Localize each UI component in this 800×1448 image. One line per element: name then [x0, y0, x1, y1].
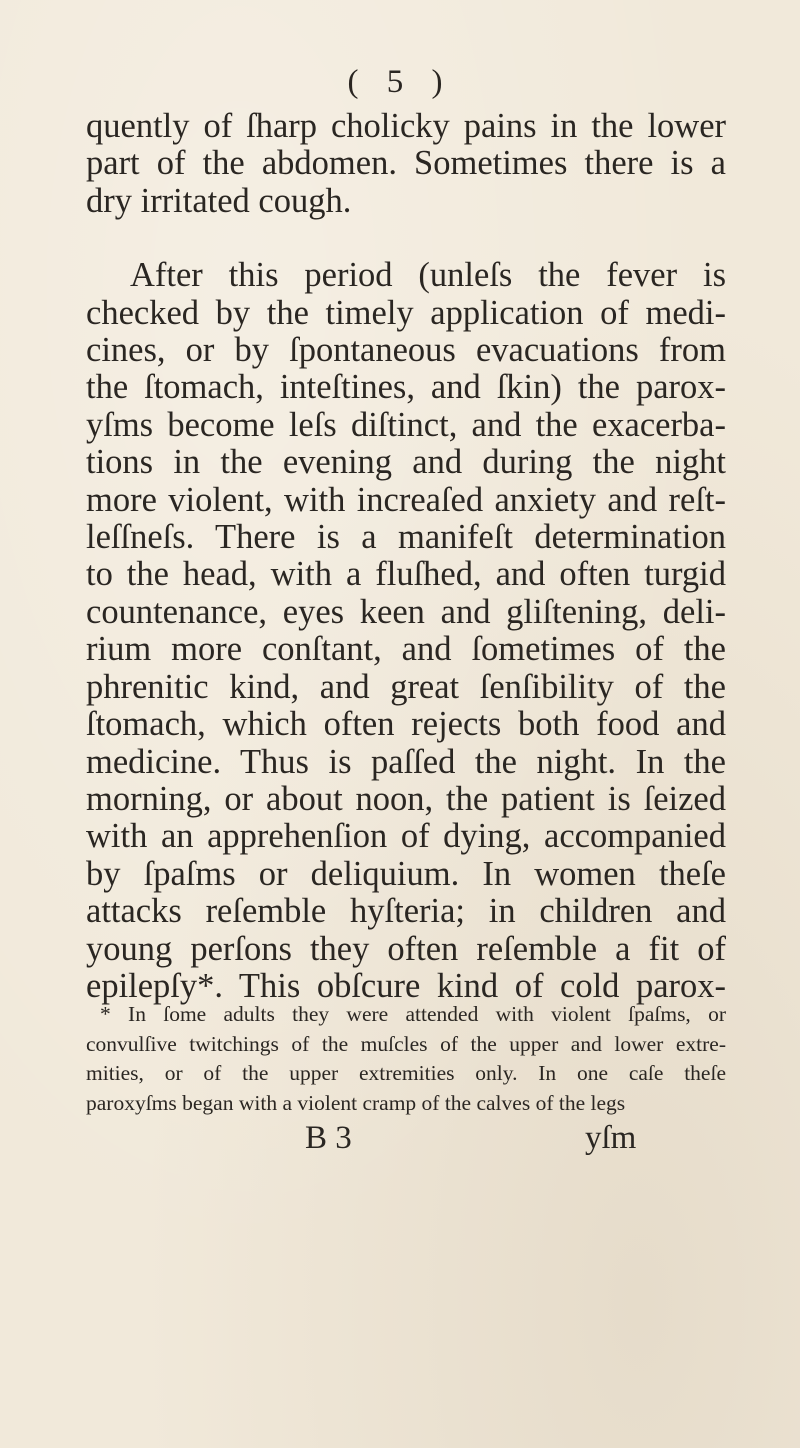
text-line: tions in the evening and during the night — [86, 443, 726, 482]
page-number: ( 5 ) — [347, 64, 453, 100]
text-line: cines, or by ſpontaneous evacuations from — [86, 331, 726, 370]
text-line: checked by the timely application of medi- — [86, 293, 726, 332]
footnote-line: * In ſome adults they were attended with violent ſpaſms, or — [100, 1002, 726, 1026]
footnote — [86, 1000, 726, 1118]
text-line: the ſtomach, inteſtines, and ſkin) the parox- — [86, 368, 726, 407]
text-line: After this period (unleſs the fever is — [130, 256, 726, 295]
text-line: part of the abdomen. Sometimes there is a — [86, 144, 726, 183]
body-text — [86, 108, 726, 1005]
text-line: epilepſy*. This obſcure kind of cold parox- — [86, 966, 726, 1005]
page-footer — [0, 1120, 800, 1160]
text-line: ſtomach, which often rejects both food and — [86, 705, 726, 744]
footnote-line: mities, or of the upper extremities only. In one caſe theſe — [86, 1061, 726, 1085]
text-line: by ſpaſms or deliquium. In women theſe — [86, 854, 726, 893]
signature-mark: B 3 — [305, 1120, 352, 1156]
text-line: medicine. Thus is paſſed the night. In the — [86, 742, 726, 781]
text-line: morning, or about noon, the patient is ſeized — [86, 779, 726, 818]
text-line: to the head, with a fluſhed, and often turgid — [86, 555, 726, 594]
text-line: rium more conſtant, and ſometimes of the — [86, 630, 726, 669]
text-line: countenance, eyes keen and gliſtening, deli- — [86, 592, 726, 631]
text-line: young perſons they often reſemble a fit of — [86, 929, 726, 968]
text-line: more violent, with increaſed anxiety and reſt- — [86, 480, 726, 519]
text-line: with an apprehenſion of dying, accompanied — [86, 817, 726, 856]
text-line: leſſneſs. There is a manifeſt determination — [86, 518, 726, 557]
text-line: phrenitic kind, and great ſenſibility of the — [86, 667, 726, 706]
text-line: yſms become leſs diſtinct, and the exacerba- — [86, 405, 726, 444]
footnote-line: convulſive twitchings of the muſcles of the upper and lower extre- — [86, 1031, 726, 1056]
catchword: yſm — [585, 1120, 637, 1156]
text-line: quently of ſharp cholicky pains in the lower — [86, 107, 726, 145]
text-line: dry irritated cough. — [86, 181, 352, 220]
footnote-line: paroxyſms began with a violent cramp of the calves of the legs — [86, 1090, 626, 1115]
text-line: attacks reſemble hyſteria; in children and — [86, 892, 726, 931]
paragraph-gap — [86, 220, 726, 257]
